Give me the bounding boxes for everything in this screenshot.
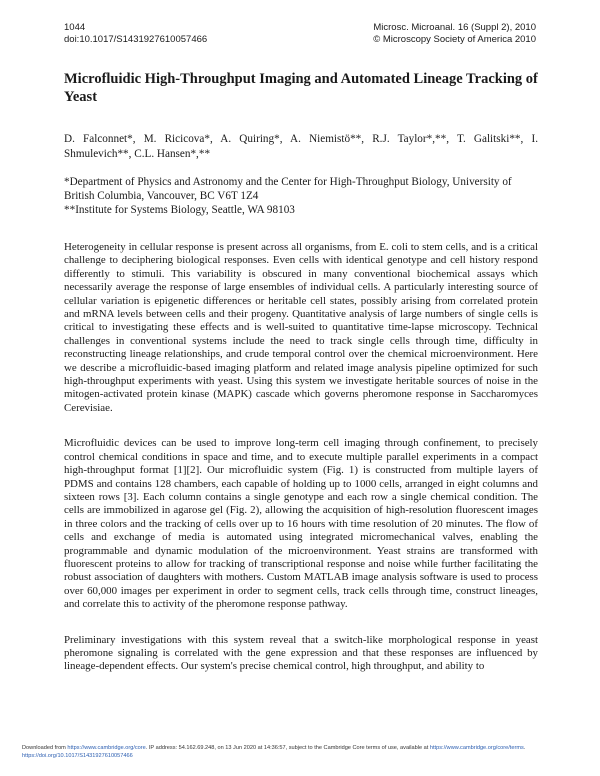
journal-citation: Microsc. Microanal. 16 (Suppl 2), 2010 bbox=[373, 22, 536, 33]
paragraph-intro: Heterogeneity in cellular response is present across all organisms, from E. coli to stem cells, and is a critical challenge to deciphering biological responses. Even cells with identical genotype and cell history respond differently to stimuli. This variability is obscured in many conventional biochemical assays which necessarily average the response of large ensembles of individual cells. A particularly interesting source of cellular variation is epigenetic differences or heritable cell states, possibly arising from correlated protein and mRNA levels between cells and their progeny. Quantitative analysis of large numbers of single cells is critical to investigating these effects and is well-suited to quantitative time-lapse microscopy. Technical challenges in conventional systems include the need to track single cells through time, difficulty in reconstructing lineage relationships, and crude temporal control over the chemical microenvironment. Here we describe a microfluidic-based imaging platform and related image analysis pipeline optimized for such high-throughput experiments with yeast. Using this system we investigate heritable sources of noise in the mitogen-activated protein kinase (MAPK) cascade which governs pheromone response in Saccharomyces Cerevisiae. bbox=[64, 241, 538, 414]
terms-link[interactable]: https://www.cambridge.org/core/terms bbox=[429, 745, 524, 751]
doi-text: doi:10.1017/S1431927610057466 bbox=[64, 34, 208, 45]
footer-line-1 bbox=[22, 744, 592, 752]
paragraph-results: Preliminary investigations with this system reveal that a switch-like morphological response in yeast pheromone signaling is correlated with the gene expression and that these responses are influenced by lineage-dependent effects. Our system's precise chemical control, high throughput, and ability to bbox=[64, 633, 538, 673]
author-list: D. Falconnet*, M. Ricicova*, A. Quiring*, A. Niemistö**, R.J. Taylor*,**, T. Galitski**, I. Shmulevich**, C.L. Hansen*,** bbox=[64, 133, 538, 160]
footer-prefix: Downloaded from bbox=[22, 745, 68, 751]
download-footer bbox=[22, 744, 592, 760]
doi-link[interactable]: https://doi.org/10.1017/S1431927610057466 bbox=[22, 753, 133, 759]
affiliations bbox=[64, 175, 538, 217]
header-right bbox=[373, 22, 536, 46]
copyright-notice: © Microscopy Society of America 2010 bbox=[373, 34, 536, 45]
affiliation-ubc: *Department of Physics and Astronomy and the Center for High-Throughput Biology, University of British Columbia, Vancouver, BC V6T 1Z4 bbox=[64, 176, 512, 202]
footer-line-2 bbox=[22, 752, 592, 760]
cambridge-core-link[interactable]: https://www.cambridge.org/core bbox=[67, 745, 146, 751]
paragraph-methods: Microfluidic devices can be used to improve long-term cell imaging through confinement, to precisely control chemical conditions in space and time, and to execute multiple parallel experiments in a compact high-throughput format [1][2]. Our microfluidic system (Fig. 1) is constructed from multiple layers of PDMS and contains 128 chambers, each capable of holding up to 1000 cells, arranged in eight columns and sixteen rows [3]. Each column contains a single genotype and each row a single chemical condition. The cells are immobilized in agarose gel (Fig. 2), allowing the acquisition of high-resolution fluorescent images in three colors and the tracking of cells over up to 16 hours with time resolution of 20 minutes. The flow of cells and exchange of media is automated using integrated micromechanical valves, enabling the programmable and dynamic modulation of the microenvironment. Yeast strains are transformed with fluorescent proteins to allow for tracking of transcriptional response and noise while further facilitating the robust association of daughters with mothers. Custom MATLAB image analysis software is used to process over 60,000 images per experiment in order to segment cells, track cells through time, construct lineages, and correlate this to activity of the pheromone response pathway. bbox=[64, 437, 538, 611]
article-body bbox=[64, 70, 538, 674]
footer-ip-text: . IP address: 54.162.69.248, on 13 Jun 2020 at 14:36:57, subject to the Cambridge Core terms of use, available at bbox=[145, 745, 430, 751]
header-left bbox=[64, 22, 207, 46]
affiliation-isb: **Institute for Systems Biology, Seattle, WA 98103 bbox=[64, 204, 295, 216]
article-title: Microfluidic High-Throughput Imaging and Automated Lineage Tracking of Yeast bbox=[64, 71, 538, 105]
footer-suffix: . bbox=[523, 745, 526, 751]
page-number: 1044 bbox=[64, 22, 86, 33]
